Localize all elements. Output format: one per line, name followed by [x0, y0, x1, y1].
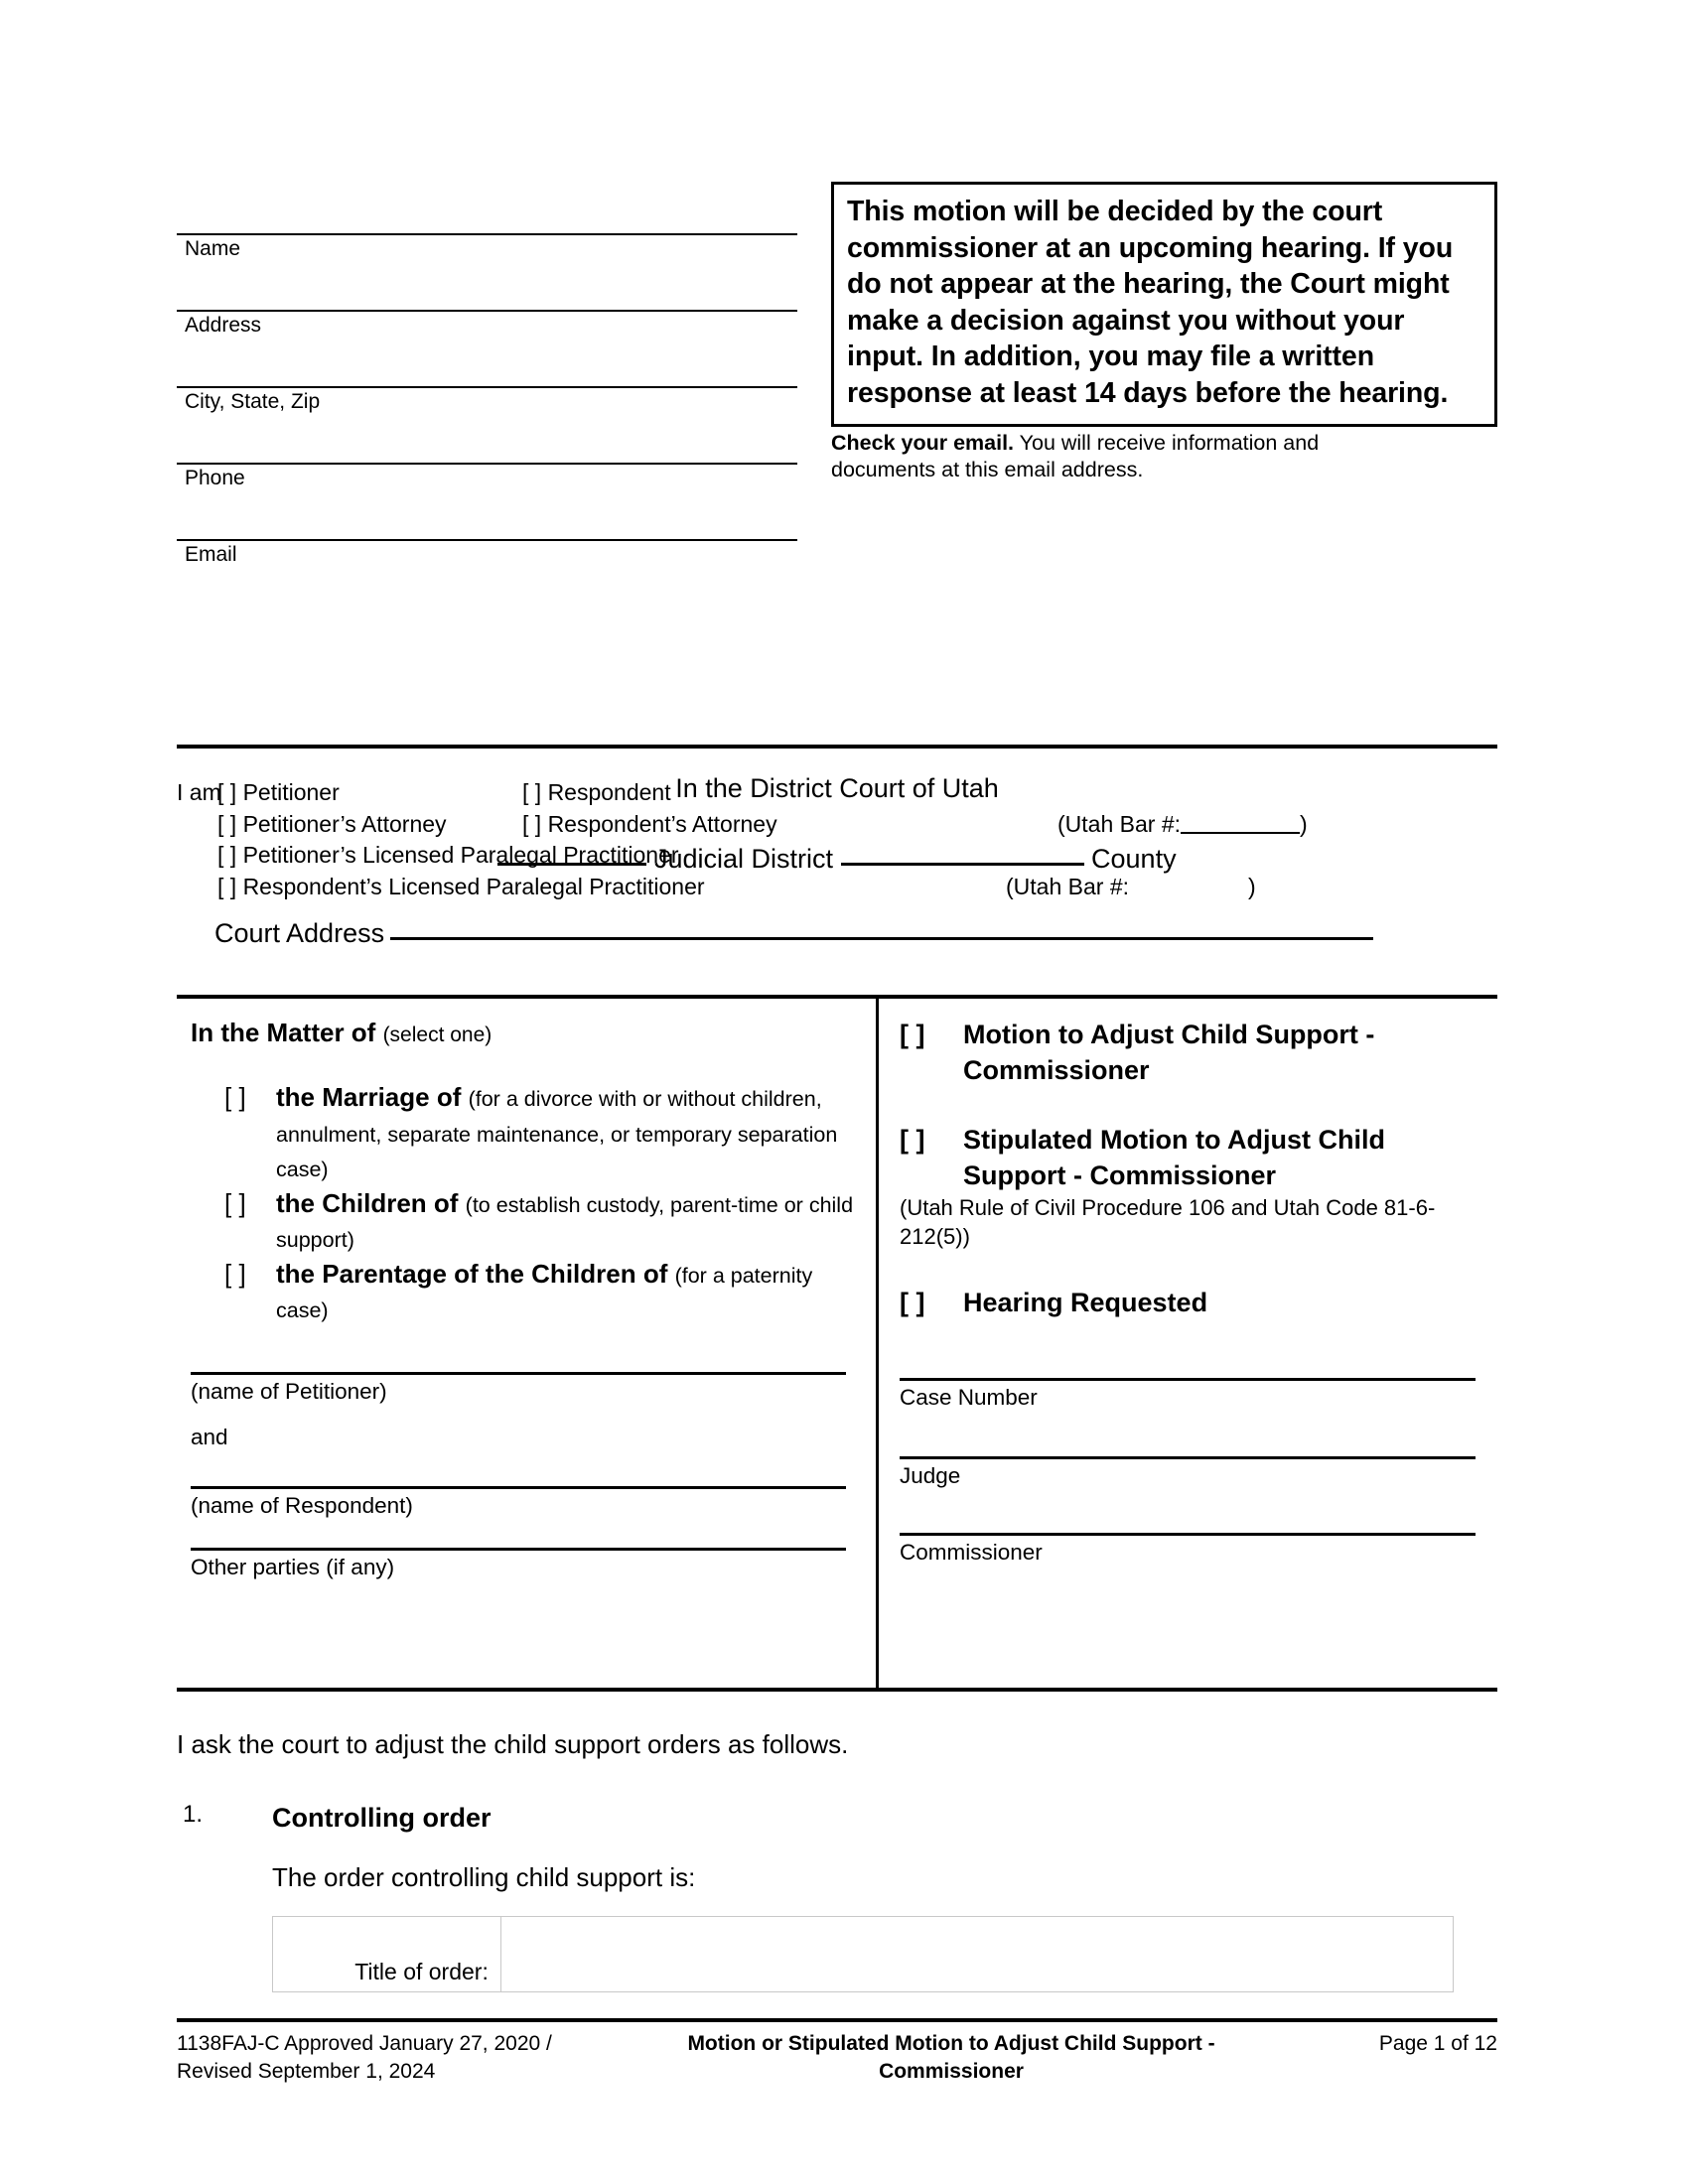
court-address-label: Court Address	[214, 918, 385, 948]
judicial-district-input[interactable]	[497, 863, 646, 866]
matter-children-label: the Children of	[276, 1187, 466, 1218]
matter-parentage-label: the Parentage of the Children of	[276, 1258, 675, 1289]
checkbox-glyph: [ ]	[224, 1258, 246, 1289]
party-role-row-2	[177, 809, 1497, 841]
respondent-name-label: (name of Respondent)	[191, 1492, 413, 1518]
commissioner-field[interactable]	[900, 1533, 1485, 1568]
county-input[interactable]	[841, 863, 1084, 866]
matter-parentage-hint: (for a paternity case)	[276, 1263, 813, 1322]
in-the-matter-of-label: In the Matter of	[191, 1018, 383, 1047]
court-address-line	[214, 918, 1497, 949]
checkbox-glyph: [ ]	[900, 1288, 925, 1317]
checkbox-glyph: [ ]	[217, 842, 237, 868]
section-1-heading: Controlling order	[272, 1803, 492, 1833]
caption-box	[177, 999, 1497, 1688]
checkbox-hearing-requested[interactable]	[900, 1285, 1485, 1320]
court-title: In the District Court of Utah	[675, 773, 999, 803]
caption-left-column	[191, 1017, 856, 1582]
matter-children-hint: (to establish custody, parent-time or child support)	[276, 1192, 854, 1252]
matter-marriage-hint: (for a divorce with or without children, annulment, separate maintenance, or temporary separation case)	[276, 1087, 838, 1181]
section-1-subtext: The order controlling child support is:	[272, 1862, 696, 1892]
checkbox-petitioners-attorney[interactable]	[217, 809, 447, 841]
check-email-note-rest: You will receive information and documents at this email address.	[831, 431, 1320, 481]
ask-the-court-line: I ask the court to adjust the child support orders as follows.	[177, 1729, 849, 1759]
i-am-label: I am	[177, 779, 221, 805]
utah-bar-input[interactable]	[1181, 832, 1300, 834]
contact-label-address: Address	[185, 314, 262, 337]
hearing-warning-text: This motion will be decided by the court commissioner at an upcoming hearing. If you do not appear at the hearing, the Court might make a decision against you without your input. In addition, you may file a written response at least 14 days before the hearing.	[847, 196, 1454, 409]
checkbox-petitioners-lpp-label: Petitioner’s Licensed Paralegal Practitioner	[242, 842, 679, 868]
contact-label-city-state-zip: City, State, Zip	[185, 390, 321, 413]
checkbox-motion-adjust-child-support[interactable]	[900, 1017, 1485, 1088]
section-1-controlling-order	[177, 1801, 1497, 1835]
check-email-note-bold: Check your email.	[831, 431, 1015, 455]
checkbox-glyph: [ ]	[224, 1187, 246, 1218]
checkbox-glyph: [ ]	[900, 1125, 925, 1155]
utah-bar-close: )	[1300, 810, 1308, 837]
checkbox-respondents-attorney[interactable]	[522, 809, 777, 841]
title-of-order-label: Title of order:	[273, 1917, 501, 1992]
title-of-order-input[interactable]	[500, 1917, 1453, 1992]
utah-bar-number-attorney[interactable]	[1057, 809, 1308, 841]
checkbox-matter-children[interactable]	[191, 1187, 856, 1258]
matter-marriage-label: the Marriage of	[276, 1082, 469, 1112]
judge-label: Judge	[900, 1463, 961, 1488]
judicial-district-line	[177, 844, 1497, 875]
check-email-note	[831, 430, 1387, 483]
court-address-input[interactable]	[390, 937, 1373, 940]
contact-rule	[177, 310, 797, 312]
checkbox-petitioner-label: Petitioner	[242, 779, 340, 805]
petitioner-name-field[interactable]	[191, 1372, 856, 1407]
checkbox-respondents-attorney-label: Respondent’s Attorney	[547, 810, 777, 837]
utah-bar-label: (Utah Bar #:	[1006, 873, 1129, 899]
contact-field-address[interactable]	[177, 310, 797, 386]
contact-field-email[interactable]	[177, 539, 797, 615]
filer-contact-block	[177, 233, 797, 615]
contact-field-city-state-zip[interactable]	[177, 386, 797, 463]
and-label: and	[191, 1424, 228, 1449]
checkbox-respondents-lpp-label: Respondent’s Licensed Paralegal Practitioner	[242, 873, 705, 899]
controlling-order-table	[272, 1916, 1454, 1992]
matter-options-list	[191, 1081, 856, 1328]
table-row	[273, 1917, 1454, 1992]
page-footer	[177, 2030, 1497, 2086]
checkbox-glyph: [ ]	[900, 1020, 925, 1049]
header-divider-rule	[177, 745, 1497, 749]
checkbox-respondent-label: Respondent	[547, 779, 671, 805]
body-zone	[177, 1727, 1497, 1992]
checkbox-glyph: [ ]	[217, 779, 237, 805]
section-1-number: 1.	[183, 1801, 204, 1828]
judicial-district-label: Judicial District	[653, 844, 833, 874]
checkbox-matter-parentage[interactable]	[191, 1258, 856, 1328]
utah-bar-label: (Utah Bar #:	[1057, 810, 1181, 837]
in-the-matter-of-heading	[191, 1017, 856, 1051]
petitioner-name-label: (name of Petitioner)	[191, 1378, 387, 1404]
checkbox-respondents-lpp[interactable]	[217, 872, 705, 903]
caption-right-column	[900, 1017, 1485, 1568]
statutory-citation: (Utah Rule of Civil Procedure 106 and Utah Code 81-6-212(5))	[900, 1195, 1436, 1249]
caption-bottom-rule	[177, 1688, 1497, 1692]
judge-field[interactable]	[900, 1456, 1485, 1491]
utah-bar-number-lpp[interactable]	[1006, 872, 1256, 903]
case-number-label: Case Number	[900, 1385, 1038, 1410]
other-parties-label: Other parties (if any)	[191, 1554, 395, 1579]
commissioner-label: Commissioner	[900, 1540, 1043, 1565]
footer-form-title: Motion or Stipulated Motion to Adjust Child Support - Commissioner	[687, 2032, 1215, 2083]
motion-adjust-child-support-label: Motion to Adjust Child Support - Commissioner	[963, 1020, 1375, 1085]
footer-form-id: 1138FAJ-C Approved January 27, 2020 / Revised September 1, 2024	[177, 2032, 552, 2083]
contact-rule	[177, 233, 797, 235]
contact-label-phone: Phone	[185, 467, 245, 489]
party-role-row-4	[177, 872, 1497, 903]
checkbox-petitioners-attorney-label: Petitioner’s Attorney	[242, 810, 447, 837]
case-number-field[interactable]	[900, 1378, 1485, 1413]
checkbox-stipulated-motion-adjust-child-support[interactable]	[900, 1122, 1485, 1193]
select-one-hint: (select one)	[382, 1024, 492, 1046]
contact-rule	[177, 386, 797, 388]
checkbox-glyph: [ ]	[217, 873, 237, 899]
contact-field-name[interactable]	[177, 233, 797, 310]
checkbox-glyph: [ ]	[224, 1082, 246, 1112]
contact-rule	[177, 539, 797, 541]
hearing-requested-label: Hearing Requested	[963, 1288, 1208, 1317]
utah-bar-close: )	[1248, 873, 1256, 899]
checkbox-glyph: [ ]	[522, 810, 542, 837]
contact-field-phone[interactable]	[177, 463, 797, 539]
other-parties-field[interactable]	[191, 1548, 856, 1582]
footer-divider-rule	[177, 2018, 1497, 2022]
stipulated-motion-label: Stipulated Motion to Adjust Child Support - Commissioner	[963, 1125, 1385, 1190]
contact-rule	[177, 463, 797, 465]
checkbox-glyph: [ ]	[217, 810, 237, 837]
checkbox-matter-marriage[interactable]	[191, 1081, 856, 1187]
respondent-name-field[interactable]	[191, 1486, 856, 1521]
contact-label-email: Email	[185, 543, 237, 566]
contact-label-name: Name	[185, 237, 241, 260]
form-page	[177, 0, 1497, 2184]
checkbox-glyph: [ ]	[522, 779, 542, 805]
footer-page-number: Page 1 of 12	[1378, 2032, 1497, 2055]
county-label: County	[1091, 844, 1177, 874]
hearing-warning-box	[831, 182, 1497, 427]
caption-vertical-divider	[876, 999, 879, 1688]
